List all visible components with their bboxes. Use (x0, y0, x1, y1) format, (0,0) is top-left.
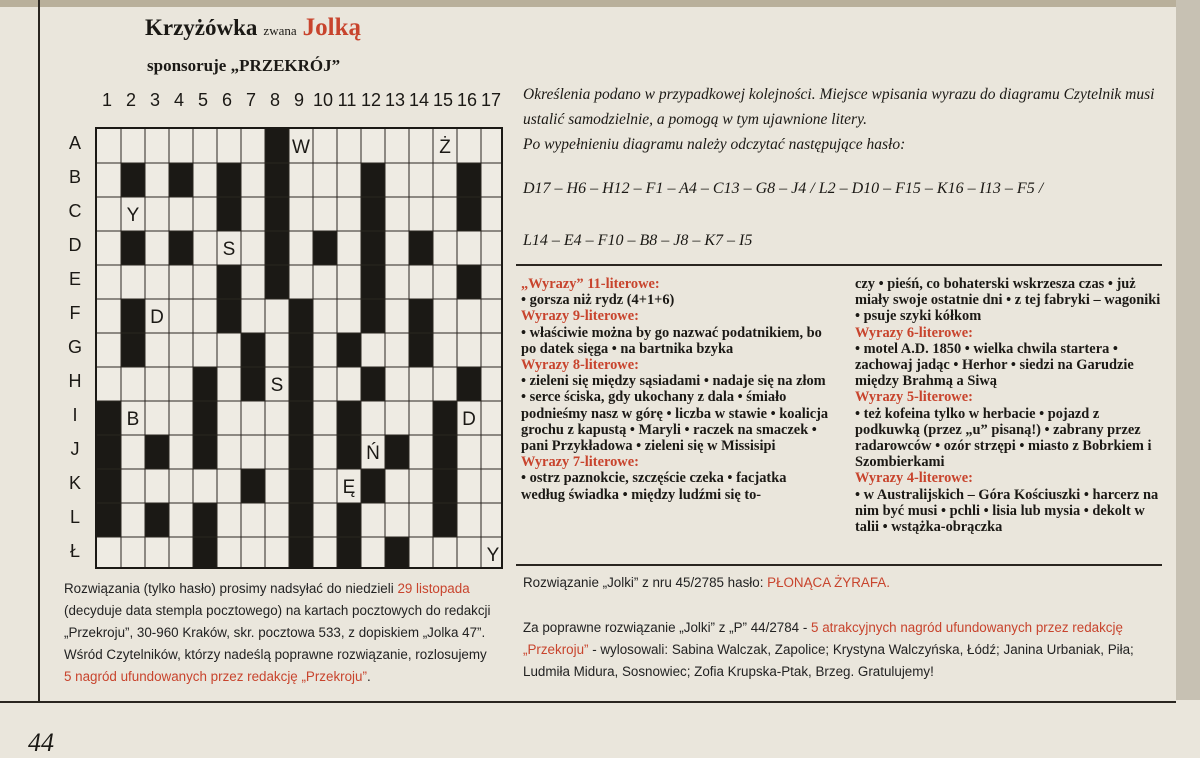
previous-solution (523, 572, 1183, 594)
black-cell (289, 333, 313, 367)
column-number: 2 (125, 90, 136, 110)
clue-text: • motel A.D. 1850 • wielka chwila startera • zachowaj jadąc • Herhor • siedzi na Garudzie między Brahmą a Siwą (855, 340, 1134, 390)
clue-text: • w Australijskich – Góra Kościuszki • harcerz na nim być musi • pchli • lisia lub mysia • dekolt w talii • wstążka-obrączka (855, 486, 1159, 536)
black-cell (289, 469, 313, 503)
winners-info (523, 617, 1183, 683)
instructions (523, 82, 1163, 157)
column-number: 6 (221, 90, 232, 110)
black-cell (457, 197, 481, 231)
column-number: 17 (480, 90, 502, 110)
black-cell (361, 163, 385, 197)
clue-text: • zieleni się między sąsiadami • nadaje się na złom • serce ściska, gdy ukochany z dala • śmiało podnieśmy nasz w górę • liczba w stawie • koalicja grochu z kapustą • Maryli • raczek na smaczek • pani Przykładowa • zieleni się w Missisipi (521, 373, 829, 455)
row-letters (60, 127, 90, 569)
black-cell (457, 367, 481, 401)
black-cell (337, 333, 361, 367)
black-cell (313, 231, 337, 265)
clue-text: czy • pieśń, co bohaterski wskrzesza czas • już miały swoje ostatnie dni • z tej fabryki – wagoniki • psuje szyki kółkom (855, 276, 1161, 325)
title-main: Krzyżówka (145, 15, 258, 40)
black-cell (121, 333, 145, 367)
submission-info (64, 578, 496, 688)
column-number: 14 (408, 90, 430, 110)
footer-rule (0, 701, 1176, 703)
submission-text-3: . (366, 669, 371, 684)
clue-category: Wyrazy 8-literowe: (521, 357, 639, 374)
row-letter: E (68, 269, 81, 289)
black-cell (409, 231, 433, 265)
clue-text: • gorsza niż rydz (4+1+6) (521, 292, 675, 309)
black-cell (361, 469, 385, 503)
black-cell (217, 265, 241, 299)
clue-category: Wyrazy 9-literowe: (521, 308, 639, 325)
black-cell (337, 435, 361, 469)
black-cell (265, 197, 289, 231)
winners-prizes: 5 atrakcyjnych nagród ufundowanych przez redakcję „Przekroju” (523, 620, 1123, 657)
column-number: 13 (384, 90, 406, 110)
black-cell (433, 503, 457, 537)
black-cell (337, 401, 361, 435)
revealed-letter: Ę (342, 477, 356, 498)
black-cell (193, 367, 217, 401)
revealed-letter: S (270, 375, 284, 396)
black-cell (457, 265, 481, 299)
top-edge (0, 0, 1200, 7)
black-cell (97, 401, 121, 435)
black-cell (217, 163, 241, 197)
column-number: 16 (456, 90, 478, 110)
divider-top (516, 264, 1162, 266)
black-cell (361, 299, 385, 333)
revealed-letter: D (462, 409, 476, 430)
row-letter: A (68, 133, 81, 153)
black-cell (433, 469, 457, 503)
puzzle-title (145, 14, 361, 42)
black-cell (361, 231, 385, 265)
instructions-text: Określenia podano w przypadkowej kolejności. Miejsce wpisania wyrazu do diagramu Czytelnik musi ustalić samodzielnie, a pomogą w tym ujawnione litery. (523, 86, 1155, 128)
black-cell (337, 537, 361, 567)
black-cell (97, 503, 121, 537)
revealed-letter: W (292, 137, 310, 158)
revealed-letter: Ń (366, 443, 380, 464)
submission-text-2: (decyduje data stempla pocztowego) na kartach pocztowych do redakcji „Przekroju”, 30-960 Kraków, skr. pocztowa 533, z dopiskiem „Jolka 47”. Wśród Czytelników, którzy nadeślą poprawne rozwiązanie, rozlosujemy (64, 603, 491, 662)
column-number: 15 (432, 90, 454, 110)
black-cell (433, 401, 457, 435)
clues-column-2 (855, 276, 1163, 535)
black-cell (169, 231, 193, 265)
row-letter: G (67, 337, 82, 357)
black-cell (241, 333, 265, 367)
column-number: 3 (149, 90, 160, 110)
black-cell (361, 265, 385, 299)
black-cell (265, 163, 289, 197)
black-cell (217, 197, 241, 231)
black-cell (193, 503, 217, 537)
black-cell (289, 299, 313, 333)
black-cell (337, 503, 361, 537)
clue-category: Wyrazy 7-literowe: (521, 454, 639, 471)
column-number: 8 (269, 90, 280, 110)
black-cell (193, 401, 217, 435)
column-number: 9 (293, 90, 304, 110)
revealed-letter: D (150, 307, 164, 328)
column-number: 12 (360, 90, 382, 110)
revealed-letter: Ż (439, 137, 451, 158)
row-letter: K (68, 473, 81, 493)
black-cell (97, 435, 121, 469)
black-cell (241, 367, 265, 401)
clue-category: Wyrazy 5-literowe: (855, 389, 973, 406)
clue-category: Wyrazy 6-literowe: (855, 324, 973, 341)
crossword-grid (95, 127, 503, 569)
revealed-letter: S (222, 239, 236, 260)
clue-text: • też kofeina tylko w herbacie • pojazd z podkuwką (przez „u” pisaną!) • zabrany przez radarowców • ozór strzępi • miasto z Bobrkiem i Szombierkami (855, 405, 1152, 471)
row-letter: Ł (69, 541, 80, 561)
submission-text-1: Rozwiązania (tylko hasło) prosimy nadsyłać do niedzieli (64, 581, 398, 596)
black-cell (265, 129, 289, 163)
row-letter: J (70, 439, 80, 459)
black-cell (409, 299, 433, 333)
clue-category: „Wyrazy” 11-literowe: (521, 276, 660, 292)
black-cell (169, 163, 193, 197)
black-cell (457, 163, 481, 197)
black-cell (289, 367, 313, 401)
column-number: 1 (101, 90, 112, 110)
black-cell (121, 163, 145, 197)
deadline-date: 29 listopada (397, 581, 470, 596)
prizes-text: 5 nagród ufundowanych przez redakcję „Przekroju” (64, 669, 367, 684)
black-cell (121, 299, 145, 333)
left-frame-rule (38, 0, 40, 701)
black-cell (289, 537, 313, 567)
winners-list: - wylosowali: Sabina Walczak, Zapolice; Krystyna Walczyńska, Łódź; Janina Urbaniak, Piła; Ludmiła Midura, Sosnowiec; Zofia Krupska-Ptak, Brzeg. Gratulujemy! (523, 642, 1134, 679)
column-numbers (95, 90, 503, 112)
title-accent: Jolką (302, 14, 361, 41)
clue-text: • właściwie można by go nazwać podatnikiem, bo po datek sięga • na bartnika bzyka (521, 324, 822, 357)
revealed-letter: Y (126, 205, 140, 226)
winners-text-1: Za poprawne rozwiązanie „Jolki” z „P” 44/2784 - (523, 620, 812, 635)
divider-middle (516, 564, 1162, 566)
grid-drawing (97, 129, 501, 567)
row-letter: L (69, 507, 80, 527)
row-letter: F (69, 303, 81, 323)
row-letter: I (72, 405, 78, 425)
black-cell (289, 401, 313, 435)
column-number: 11 (337, 90, 357, 110)
black-cell (193, 435, 217, 469)
sponsor-line: sponsoruje „PRZEKRÓJ” (147, 56, 341, 75)
adjacent-page-edge (1176, 0, 1200, 700)
black-cell (265, 231, 289, 265)
previous-solution-label: Rozwiązanie „Jolki” z nru 45/2785 hasło: (523, 575, 768, 590)
black-cell (385, 435, 409, 469)
column-number: 4 (173, 90, 184, 110)
previous-solution-answer: PŁONĄCA ŻYRAFA. (767, 575, 890, 590)
black-cell (289, 435, 313, 469)
black-cell (409, 333, 433, 367)
revealed-letter: B (126, 409, 140, 430)
black-cell (217, 299, 241, 333)
black-cell (97, 469, 121, 503)
solution-key-line-2: L14 – E4 – F10 – B8 – J8 – K7 – I5 (523, 232, 753, 249)
clue-category: Wyrazy 4-literowe: (855, 470, 973, 487)
black-cell (145, 435, 169, 469)
row-letter: B (68, 167, 81, 187)
title-small: zwana (263, 23, 297, 38)
solution-key-line-1: D17 – H6 – H12 – F1 – A4 – C13 – G8 – J4 / L2 – D10 – F15 – K16 – I13 – F5 / (523, 180, 1044, 197)
black-cell (361, 197, 385, 231)
black-cell (433, 435, 457, 469)
clues-column-1 (521, 276, 833, 503)
black-cell (121, 231, 145, 265)
black-cell (361, 367, 385, 401)
black-cell (385, 537, 409, 567)
black-cell (265, 265, 289, 299)
black-cell (241, 469, 265, 503)
row-letter: D (68, 235, 82, 255)
clue-text: • ostrz paznokcie, szczęście czeka • facjatka według świadka • między ludźmi się to- (521, 470, 787, 503)
row-letter: H (68, 371, 82, 391)
column-number: 5 (197, 90, 208, 110)
revealed-letter: Y (486, 545, 500, 566)
column-number: 7 (245, 90, 256, 110)
row-letter: C (68, 201, 82, 221)
column-number: 10 (312, 90, 334, 110)
page-number: 44 (28, 728, 54, 757)
black-cell (145, 503, 169, 537)
black-cell (193, 537, 217, 567)
black-cell (289, 503, 313, 537)
instructions-text-2: Po wypełnieniu diagramu należy odczytać następujące hasło: (523, 136, 906, 153)
